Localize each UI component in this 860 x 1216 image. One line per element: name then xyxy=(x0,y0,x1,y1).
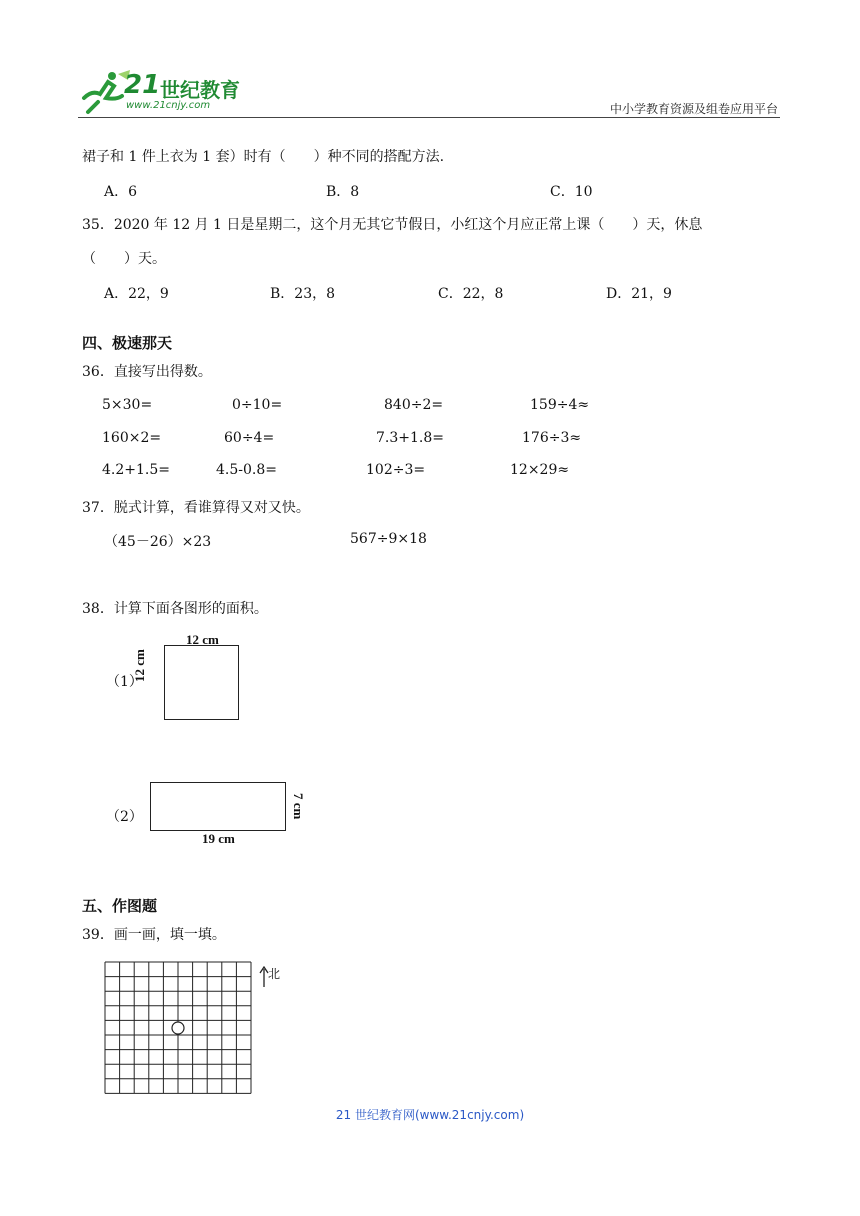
fig2-label: （2） xyxy=(106,809,143,825)
rectangle-figure xyxy=(150,782,286,831)
footer-source: 21 世纪教育网(www.21cnjy.com) xyxy=(335,1108,525,1122)
north-label: 北 xyxy=(268,967,281,981)
grid-paper xyxy=(104,961,254,1096)
fig1-label: （1） xyxy=(106,674,143,690)
q34-stem: 裙子和 1 件上衣为 1 套）时有（ ）种不同的搭配方法. xyxy=(82,149,445,165)
q38-stem: 38．计算下面各图形的面积。 xyxy=(82,601,268,617)
q35-option-d: D．21，9 xyxy=(606,286,672,302)
q36-expr: 102÷3= xyxy=(366,462,426,478)
q36-expr: 160×2= xyxy=(102,430,162,446)
logo-title: 世纪教育 xyxy=(160,78,240,102)
q35-option-b: B．23，8 xyxy=(270,286,336,302)
q36-expr: 159÷4≈ xyxy=(530,397,590,413)
q36-expr: 12×29≈ xyxy=(510,462,570,478)
q39-stem: 39．画一画，填一填。 xyxy=(82,927,226,943)
section-five-title: 五、作图题 xyxy=(82,897,158,915)
q36-expr: 0÷10= xyxy=(232,397,283,413)
square-figure xyxy=(164,645,239,720)
q36-expr: 840÷2= xyxy=(384,397,444,413)
platform-name: 中小学教育资源及组卷应用平台 xyxy=(609,102,778,116)
q34-option-b: B．8 xyxy=(326,184,360,200)
q35-option-a: A．22，9 xyxy=(104,286,169,302)
q36-expr: 4.5-0.8= xyxy=(216,462,277,478)
q37-expr: （45－26）×23 xyxy=(104,534,212,550)
q34-option-c: C．10 xyxy=(550,184,593,200)
q36-stem: 36．直接写出得数。 xyxy=(82,364,212,380)
q34-option-a: A．6 xyxy=(104,184,138,200)
q36-expr: 5×30= xyxy=(102,397,153,413)
q36-expr: 176÷3≈ xyxy=(522,430,582,446)
site-logo xyxy=(78,68,278,116)
q35-stem-line2: （ ）天。 xyxy=(82,251,166,267)
q37-expr: 567÷9×18 xyxy=(350,531,427,547)
logo-url: www.21cnjy.com xyxy=(126,100,211,111)
fig2-bottom-dimension: 19 cm xyxy=(202,831,235,846)
point-circle xyxy=(172,1022,184,1034)
fig1-top-dimension: 12 cm xyxy=(186,632,219,647)
q35-option-c: C．22，8 xyxy=(438,286,504,302)
q36-expr: 7.3+1.8= xyxy=(376,430,444,446)
q35-stem-line1: 35．2020 年 12 月 1 日是星期二，这个月无其它节假日，小红这个月应正常上课（ ）天，休息 xyxy=(82,217,703,233)
header-divider xyxy=(78,117,780,118)
fig1-side-dimension: 12 cm xyxy=(132,649,147,682)
fig2-side-dimension: 7 cm xyxy=(291,793,306,820)
section-four-title: 四、极速那天 xyxy=(82,334,173,352)
logo-number: 21 xyxy=(124,70,161,100)
q37-stem: 37．脱式计算，看谁算得又对又快。 xyxy=(82,500,310,516)
q36-expr: 60÷4= xyxy=(224,430,275,446)
q36-expr: 4.2+1.5= xyxy=(102,462,170,478)
